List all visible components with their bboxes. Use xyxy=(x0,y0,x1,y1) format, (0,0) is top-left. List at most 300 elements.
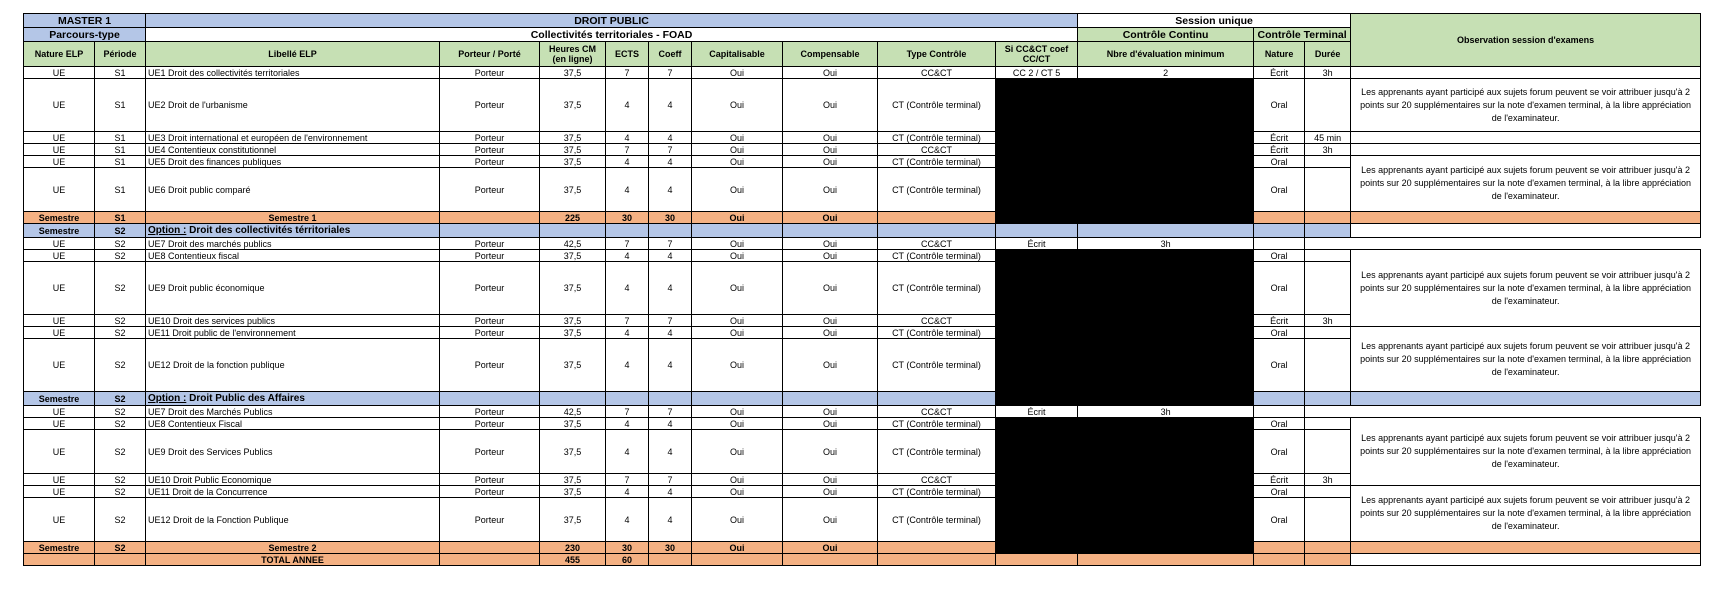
cell-porteur xyxy=(440,212,540,224)
observation-cell xyxy=(1351,144,1701,156)
cell-nature-elp: Semestre xyxy=(24,542,95,554)
cell-nature-elp: UE xyxy=(24,418,95,430)
cell-nature-ct: Oral xyxy=(1254,262,1305,315)
empty-cell xyxy=(1305,224,1351,238)
cell-heures-cm: 37,5 xyxy=(540,79,606,132)
cell-porteur: Porteur xyxy=(440,144,540,156)
cell-coeff: 30 xyxy=(649,542,692,554)
table-row xyxy=(24,144,1701,156)
col-header-coeff: Coeff xyxy=(649,42,692,67)
cell-nature-elp: UE xyxy=(24,262,95,315)
cell-heures-cm: 455 xyxy=(540,554,606,566)
empty-cell xyxy=(649,392,692,406)
cell-heures-cm: 230 xyxy=(540,542,606,554)
cell-capitalisable: Oui xyxy=(692,406,783,418)
cell-ects: 7 xyxy=(606,67,649,79)
cell-coeff: 4 xyxy=(649,418,692,430)
cell-duree xyxy=(1305,418,1351,430)
empty-cell xyxy=(1254,224,1305,238)
cell-ects: 4 xyxy=(606,327,649,339)
cell-duree xyxy=(1305,430,1351,474)
cell-coeff: 4 xyxy=(649,327,692,339)
redacted-block xyxy=(996,327,1078,406)
table-row xyxy=(24,132,1701,144)
session-label: Session unique xyxy=(1078,14,1351,28)
cell-capitalisable: Oui xyxy=(692,430,783,474)
option-label xyxy=(146,392,440,406)
cell-type-controle: CT (Contrôle terminal) xyxy=(878,168,996,212)
cell-heures-cm: 42,5 xyxy=(540,238,606,250)
cell-periode xyxy=(95,554,146,566)
cell-duree: 3h xyxy=(1305,144,1351,156)
option-row xyxy=(24,392,1701,406)
cell-libelle-elp: UE5 Droit des finances publiques xyxy=(146,156,440,168)
cell-compensable: Oui xyxy=(783,339,878,392)
cell-porteur: Porteur xyxy=(440,79,540,132)
redacted-block xyxy=(996,250,1078,327)
cell-porteur: Porteur xyxy=(440,67,540,79)
cell-libelle-elp: UE7 Droit des Marchés Publics xyxy=(146,406,440,418)
empty-cell xyxy=(1351,392,1701,406)
cell-nbre-evaluation xyxy=(1305,212,1351,224)
cell-periode: S2 xyxy=(95,250,146,262)
cell-compensable: Oui xyxy=(783,315,878,327)
cell-periode: S2 xyxy=(95,542,146,554)
cell-capitalisable: Oui xyxy=(692,418,783,430)
cell-compensable xyxy=(783,554,878,566)
cell-periode: S1 xyxy=(95,156,146,168)
cell-coef-cc-ct xyxy=(1254,212,1305,224)
cell-type-controle: CC&CT xyxy=(878,315,996,327)
col-header-nbre-evaluation: Nbre d'évaluation minimum xyxy=(1078,42,1254,67)
cell-periode: S1 xyxy=(95,132,146,144)
cell-ects: 4 xyxy=(606,430,649,474)
semester-total-row xyxy=(24,212,1701,224)
observation-note: Les apprenants ayant participé aux sujets forum peuvent se voir attribuer jusqu'à 2 points sur 20 supplémentaires sur la note d'examen terminal, à la libre appréciation de l'examinateur. xyxy=(1351,250,1701,327)
cell-heures-cm: 225 xyxy=(540,212,606,224)
table-row xyxy=(24,406,1701,418)
redacted-block xyxy=(1078,486,1254,554)
cell-nature-elp: UE xyxy=(24,430,95,474)
cell-libelle-elp: UE7 Droit des marchés publics xyxy=(146,238,440,250)
cell-libelle-elp: UE9 Droit public économique xyxy=(146,262,440,315)
cell-duree xyxy=(1305,79,1351,132)
cell-periode: S1 xyxy=(95,168,146,212)
cell-type-controle xyxy=(878,212,996,224)
redacted-block xyxy=(1078,156,1254,224)
cell-ects: 4 xyxy=(606,418,649,430)
cell-periode: S2 xyxy=(95,474,146,486)
cell-libelle-elp: UE2 Droit de l'urbanisme xyxy=(146,79,440,132)
cell-duree xyxy=(1305,486,1351,498)
cell-libelle-elp: UE11 Droit de la Concurrence xyxy=(146,486,440,498)
cell-porteur: Porteur xyxy=(440,486,540,498)
cell-nature-elp: UE xyxy=(24,498,95,542)
table-row xyxy=(24,79,1701,132)
cell-nature-ct: Oral xyxy=(1254,430,1305,474)
cell-coeff: 4 xyxy=(649,168,692,212)
cell-periode: S2 xyxy=(95,498,146,542)
cell-nature-elp: UE xyxy=(24,339,95,392)
cell-capitalisable: Oui xyxy=(692,262,783,315)
cell-type-controle: CT (Contrôle terminal) xyxy=(878,418,996,430)
option-name: Droit Public des Affaires xyxy=(189,392,305,404)
cell-type-controle: CT (Contrôle terminal) xyxy=(878,132,996,144)
cell-coef-cc-ct xyxy=(1254,542,1305,554)
cell-duree: 3h xyxy=(1078,406,1254,418)
cell-libelle-elp: UE8 Contentieux Fiscal xyxy=(146,418,440,430)
cell-capitalisable: Oui xyxy=(692,474,783,486)
cell-type-controle: CT (Contrôle terminal) xyxy=(878,498,996,542)
cell-compensable: Oui xyxy=(783,212,878,224)
empty-cell xyxy=(1254,392,1305,406)
cell-coeff: 4 xyxy=(649,430,692,474)
semester-label: TOTAL ANNEE xyxy=(146,554,440,566)
cell-duree xyxy=(1305,498,1351,542)
cell-periode: S1 xyxy=(95,67,146,79)
empty-cell xyxy=(878,392,996,406)
cell-compensable: Oui xyxy=(783,486,878,498)
controle-terminal-header: Contrôle Terminal xyxy=(1254,28,1351,42)
row-periode: S2 xyxy=(95,392,146,406)
cell-nature-ct: Oral xyxy=(1254,327,1305,339)
option-prefix: Option : xyxy=(148,392,187,404)
cell-libelle-elp: UE8 Contentieux fiscal xyxy=(146,250,440,262)
redacted-block xyxy=(1078,79,1254,156)
cell-porteur: Porteur xyxy=(440,132,540,144)
empty-cell xyxy=(1305,392,1351,406)
cell-duree xyxy=(1305,156,1351,168)
cell-capitalisable: Oui xyxy=(692,486,783,498)
col-header-capitalisable: Capitalisable xyxy=(692,42,783,67)
cell-heures-cm: 37,5 xyxy=(540,327,606,339)
cell-nature-ct: Écrit xyxy=(1254,474,1305,486)
cell-ects: 4 xyxy=(606,79,649,132)
cell-nature-ct: Oral xyxy=(1254,498,1305,542)
cell-nature-ct: Écrit xyxy=(1254,315,1305,327)
cell-coeff xyxy=(649,554,692,566)
cell-ects: 4 xyxy=(606,339,649,392)
cell-type-controle: CT (Contrôle terminal) xyxy=(878,339,996,392)
cell-ects: 4 xyxy=(606,486,649,498)
cell-duree: 45 min xyxy=(1305,132,1351,144)
cell-duree xyxy=(1305,339,1351,392)
option-row xyxy=(24,224,1701,238)
cell-nature-elp: UE xyxy=(24,132,95,144)
redacted-block xyxy=(1078,418,1254,486)
cell-type-controle: CC&CT xyxy=(878,67,996,79)
cell-nature-ct: Oral xyxy=(1254,79,1305,132)
cell-coeff: 4 xyxy=(649,339,692,392)
semester-total-row xyxy=(24,542,1701,554)
controle-continu-header: Contrôle Continu xyxy=(1078,28,1254,42)
semester-label: Semestre 2 xyxy=(146,542,440,554)
cell-porteur: Porteur xyxy=(440,156,540,168)
cell-type-controle xyxy=(878,554,996,566)
cell-nature-ct: Écrit xyxy=(996,406,1078,418)
cell-nbre-evaluation xyxy=(1078,554,1254,566)
cell-porteur: Porteur xyxy=(440,315,540,327)
cell-periode: S2 xyxy=(95,406,146,418)
cell-nature-ct: Écrit xyxy=(1254,67,1305,79)
cell-nature-elp: UE xyxy=(24,156,95,168)
cell-coeff: 7 xyxy=(649,67,692,79)
cell-libelle-elp: UE1 Droit des collectivités territoriales xyxy=(146,67,440,79)
cell-coeff: 7 xyxy=(649,406,692,418)
cell-nature-ct xyxy=(1351,212,1701,224)
cell-nature-ct: Oral xyxy=(1254,250,1305,262)
parcours-label: Parcours-type xyxy=(24,28,146,42)
cell-ects: 7 xyxy=(606,406,649,418)
observation-cell xyxy=(1254,406,1305,418)
cell-porteur: Porteur xyxy=(440,168,540,212)
semester-total-row xyxy=(24,554,1701,566)
cell-ects: 30 xyxy=(606,542,649,554)
cell-coeff: 7 xyxy=(649,144,692,156)
table-row xyxy=(24,327,1701,339)
cell-nature-elp: UE xyxy=(24,486,95,498)
cell-nature-elp: UE xyxy=(24,168,95,212)
cell-compensable: Oui xyxy=(783,474,878,486)
col-header-periode: Période xyxy=(95,42,146,67)
empty-cell xyxy=(878,224,996,238)
cell-duree xyxy=(1305,327,1351,339)
cell-compensable: Oui xyxy=(783,238,878,250)
observation-cell xyxy=(1351,67,1701,79)
observation-cell xyxy=(1351,554,1701,566)
col-header-compensable: Compensable xyxy=(783,42,878,67)
cell-nature-elp xyxy=(24,554,95,566)
cell-nature-elp: Semestre xyxy=(24,212,95,224)
cell-porteur: Porteur xyxy=(440,474,540,486)
empty-cell xyxy=(540,392,606,406)
empty-cell xyxy=(649,224,692,238)
cell-porteur: Porteur xyxy=(440,250,540,262)
empty-cell xyxy=(783,392,878,406)
cell-type-controle: CC&CT xyxy=(878,474,996,486)
cell-porteur: Porteur xyxy=(440,339,540,392)
cell-ects: 7 xyxy=(606,238,649,250)
cell-duree: 3h xyxy=(1305,474,1351,486)
cell-heures-cm: 37,5 xyxy=(540,474,606,486)
cell-duree: 3h xyxy=(1305,315,1351,327)
cell-coef-cc-ct xyxy=(996,554,1078,566)
cell-compensable: Oui xyxy=(783,67,878,79)
cell-compensable: Oui xyxy=(783,542,878,554)
cell-capitalisable: Oui xyxy=(692,156,783,168)
cell-periode: S2 xyxy=(95,430,146,474)
cell-libelle-elp: UE12 Droit de la fonction publique xyxy=(146,339,440,392)
observation-note: Les apprenants ayant participé aux sujets forum peuvent se voir attribuer jusqu'à 2 points sur 20 supplémentaires sur la note d'examen terminal, à la libre appréciation de l'examinateur. xyxy=(1351,486,1701,542)
cell-type-controle: CT (Contrôle terminal) xyxy=(878,327,996,339)
cell-capitalisable: Oui xyxy=(692,498,783,542)
cell-ects: 4 xyxy=(606,262,649,315)
cell-type-controle: CT (Contrôle terminal) xyxy=(878,262,996,315)
cell-capitalisable: Oui xyxy=(692,212,783,224)
cell-duree xyxy=(1305,250,1351,262)
option-name: Droit des collectivités térritoriales xyxy=(189,224,351,236)
empty-cell xyxy=(1078,224,1254,238)
cell-coeff: 4 xyxy=(649,262,692,315)
cell-coeff: 4 xyxy=(649,132,692,144)
cell-ects: 4 xyxy=(606,250,649,262)
cell-duree: 3h xyxy=(1078,238,1254,250)
observation-cell xyxy=(1254,238,1305,250)
cell-ects: 4 xyxy=(606,132,649,144)
cell-nature-elp: UE xyxy=(24,315,95,327)
col-header-coef-cc-ct: Si CC&CT coef CC/CT xyxy=(996,42,1078,67)
observation-note: Les apprenants ayant participé aux sujets forum peuvent se voir attribuer jusqu'à 2 points sur 20 supplémentaires sur la note d'examen terminal, à la libre appréciation de l'examinateur. xyxy=(1351,327,1701,392)
cell-nature-ct: Oral xyxy=(1254,168,1305,212)
redacted-block xyxy=(996,156,1078,224)
cell-periode: S2 xyxy=(95,339,146,392)
cell-ects: 4 xyxy=(606,498,649,542)
cell-libelle-elp: UE11 Droit public de l'environnement xyxy=(146,327,440,339)
cell-coeff: 4 xyxy=(649,250,692,262)
col-header-ects: ECTS xyxy=(606,42,649,67)
cell-heures-cm: 42,5 xyxy=(540,406,606,418)
cell-capitalisable: Oui xyxy=(692,315,783,327)
cell-type-controle: CT (Contrôle terminal) xyxy=(878,156,996,168)
cell-porteur: Porteur xyxy=(440,262,540,315)
empty-cell xyxy=(692,392,783,406)
row-periode: S2 xyxy=(95,224,146,238)
empty-cell xyxy=(692,224,783,238)
cell-compensable: Oui xyxy=(783,79,878,132)
cell-coef-cc-ct: CC 2 / CT 5 xyxy=(996,67,1078,79)
cell-heures-cm: 37,5 xyxy=(540,144,606,156)
cell-porteur xyxy=(440,554,540,566)
cell-libelle-elp: UE12 Droit de la Fonction Publique xyxy=(146,498,440,542)
cell-ects: 4 xyxy=(606,168,649,212)
cell-capitalisable: Oui xyxy=(692,132,783,144)
cell-type-controle: CT (Contrôle terminal) xyxy=(878,430,996,474)
option-prefix: Option : xyxy=(148,224,187,236)
cell-ects: 7 xyxy=(606,474,649,486)
row-nature: Semestre xyxy=(24,224,95,238)
cell-porteur: Porteur xyxy=(440,418,540,430)
col-header-porteur: Porteur / Porté xyxy=(440,42,540,67)
exam-rules-sheet xyxy=(23,13,1701,566)
table-row xyxy=(24,250,1701,262)
cell-compensable: Oui xyxy=(783,406,878,418)
table-row xyxy=(24,67,1701,79)
cell-capitalisable: Oui xyxy=(692,144,783,156)
table-row xyxy=(24,486,1701,498)
cell-libelle-elp: UE6 Droit public comparé xyxy=(146,168,440,212)
cell-compensable: Oui xyxy=(783,132,878,144)
cell-libelle-elp: UE4 Contentieux constitutionnel xyxy=(146,144,440,156)
cell-periode: S2 xyxy=(95,315,146,327)
cell-periode: S1 xyxy=(95,79,146,132)
cell-capitalisable: Oui xyxy=(692,238,783,250)
cell-heures-cm: 37,5 xyxy=(540,339,606,392)
table-row xyxy=(24,156,1701,168)
cell-heures-cm: 37,5 xyxy=(540,418,606,430)
cell-nbre-evaluation: 2 xyxy=(1078,67,1254,79)
option-label xyxy=(146,224,440,238)
cell-nature-ct: Écrit xyxy=(996,238,1078,250)
cell-porteur xyxy=(440,542,540,554)
cell-capitalisable: Oui xyxy=(692,250,783,262)
col-header-nature-ct: Nature xyxy=(1254,42,1305,67)
cell-coeff: 4 xyxy=(649,79,692,132)
cell-compensable: Oui xyxy=(783,430,878,474)
cell-porteur: Porteur xyxy=(440,406,540,418)
master-label: MASTER 1 xyxy=(24,14,146,28)
cell-nature-elp: UE xyxy=(24,474,95,486)
cell-type-controle: CC&CT xyxy=(878,238,996,250)
cell-duree xyxy=(1305,168,1351,212)
cell-coeff: 7 xyxy=(649,315,692,327)
cell-heures-cm: 37,5 xyxy=(540,67,606,79)
table-row xyxy=(24,418,1701,430)
col-header-libelle-elp: Libellé ELP xyxy=(146,42,440,67)
col-header-type-controle: Type Contrôle xyxy=(878,42,996,67)
col-header-nature-elp: Nature ELP xyxy=(24,42,95,67)
empty-cell xyxy=(606,392,649,406)
program-title: DROIT PUBLIC xyxy=(146,14,1078,28)
cell-heures-cm: 37,5 xyxy=(540,156,606,168)
cell-nature-elp: UE xyxy=(24,238,95,250)
cell-nature-ct: Écrit xyxy=(1254,132,1305,144)
observation-note: Les apprenants ayant participé aux sujets forum peuvent se voir attribuer jusqu'à 2 points sur 20 supplémentaires sur la note d'examen terminal, à la libre appréciation de l'examinateur. xyxy=(1351,79,1701,132)
empty-cell xyxy=(540,224,606,238)
cell-duree xyxy=(1305,262,1351,315)
empty-cell xyxy=(440,224,540,238)
observation-cell xyxy=(1351,132,1701,144)
observation-note: Les apprenants ayant participé aux sujets forum peuvent se voir attribuer jusqu'à 2 points sur 20 supplémentaires sur la note d'examen terminal, à la libre appréciation de l'examinateur. xyxy=(1351,418,1701,486)
cell-coeff: 4 xyxy=(649,156,692,168)
cell-coeff: 7 xyxy=(649,238,692,250)
observation-header: Observation session d'examens xyxy=(1351,14,1701,67)
observation-cell xyxy=(1351,224,1701,238)
cell-periode: S1 xyxy=(95,144,146,156)
cell-capitalisable xyxy=(692,554,783,566)
redacted-block xyxy=(1078,250,1254,327)
empty-cell xyxy=(783,224,878,238)
cell-heures-cm: 37,5 xyxy=(540,498,606,542)
table-row xyxy=(24,238,1701,250)
cell-compensable: Oui xyxy=(783,156,878,168)
cell-capitalisable: Oui xyxy=(692,168,783,212)
cell-capitalisable: Oui xyxy=(692,67,783,79)
observation-note: Les apprenants ayant participé aux sujets forum peuvent se voir attribuer jusqu'à 2 points sur 20 supplémentaires sur la note d'examen terminal, à la libre appréciation de l'examinateur. xyxy=(1351,156,1701,212)
cell-compensable: Oui xyxy=(783,144,878,156)
col-header-heures-cm: Heures CM (en ligne) xyxy=(540,42,606,67)
cell-heures-cm: 37,5 xyxy=(540,168,606,212)
cell-nature-ct: Oral xyxy=(1254,156,1305,168)
cell-type-controle xyxy=(878,542,996,554)
cell-nature-elp: UE xyxy=(24,79,95,132)
cell-ects: 30 xyxy=(606,212,649,224)
cell-ects: 60 xyxy=(606,554,649,566)
cell-nature-ct: Oral xyxy=(1254,486,1305,498)
cell-heures-cm: 37,5 xyxy=(540,430,606,474)
cell-coeff: 7 xyxy=(649,474,692,486)
cell-nature-elp: UE xyxy=(24,327,95,339)
cell-periode: S1 xyxy=(95,212,146,224)
cell-capitalisable: Oui xyxy=(692,542,783,554)
cell-nature-ct: Oral xyxy=(1254,418,1305,430)
cell-porteur: Porteur xyxy=(440,430,540,474)
cell-ects: 4 xyxy=(606,156,649,168)
cell-heures-cm: 37,5 xyxy=(540,315,606,327)
cell-nature-ct: Oral xyxy=(1254,339,1305,392)
redacted-block xyxy=(996,486,1078,554)
cell-ects: 7 xyxy=(606,144,649,156)
cell-libelle-elp: UE10 Droit des services publics xyxy=(146,315,440,327)
